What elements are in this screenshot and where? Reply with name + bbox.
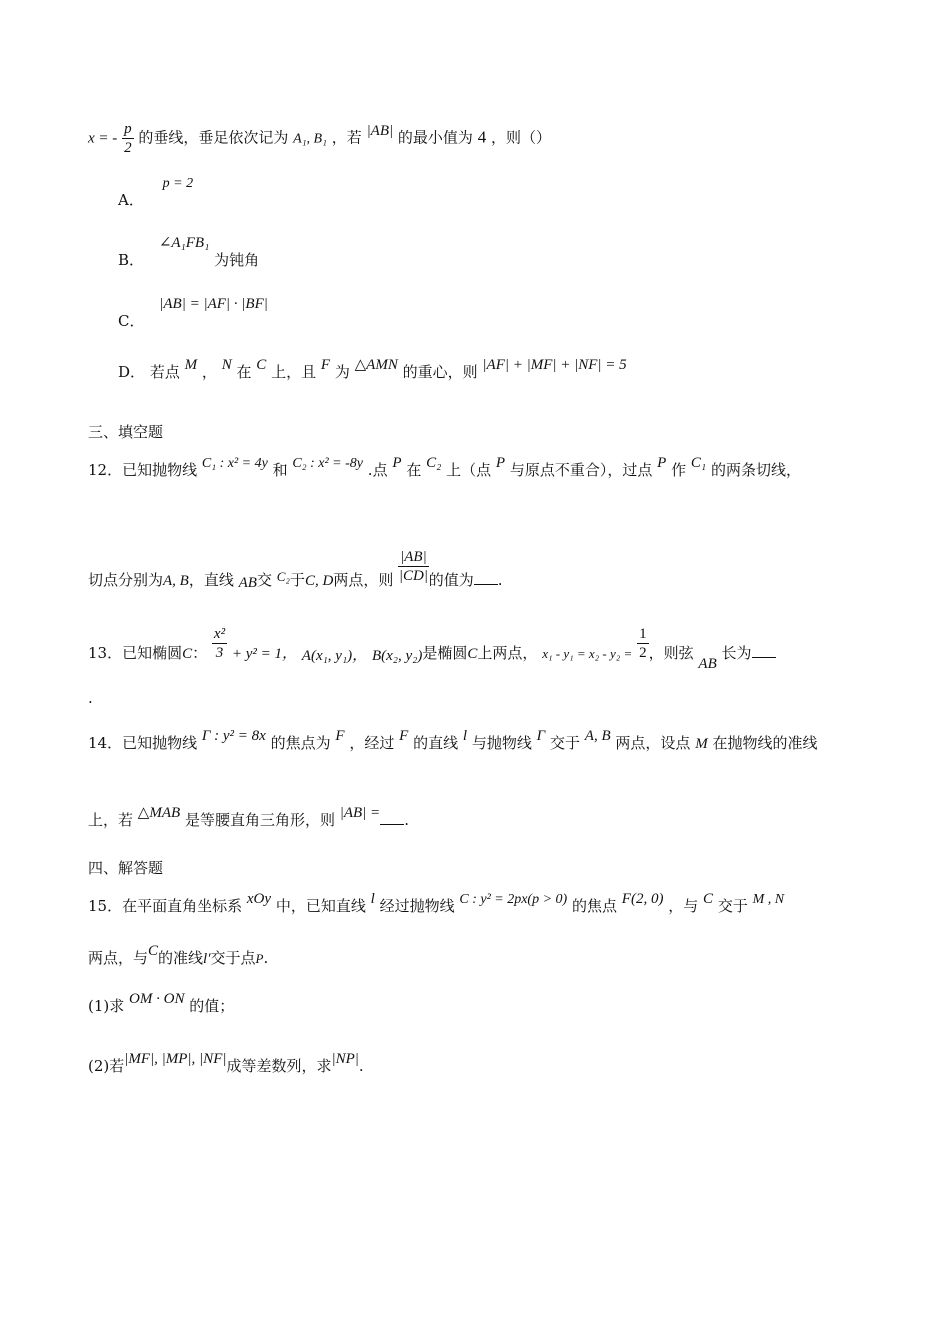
section-heading-answer: 四、解答题 bbox=[88, 859, 164, 877]
q15-f: F(2, 0) bbox=[621, 891, 664, 907]
q12-line2-b: ，直线 bbox=[188, 570, 234, 589]
q14-g: Γ bbox=[536, 728, 546, 744]
q12-line2-a: 切点分别为 bbox=[88, 570, 164, 589]
q13-num: 13．已知椭圆 bbox=[88, 643, 183, 662]
q12-line2-c: 两点，则 bbox=[333, 570, 394, 589]
q13-tail: ，则弦 bbox=[648, 643, 694, 662]
q14-t7: 在抛物线的准线 bbox=[712, 734, 818, 752]
q13-mid2: 上两点， bbox=[477, 643, 538, 662]
q12-answer-blank[interactable] bbox=[474, 568, 498, 585]
q14-f2: F bbox=[399, 728, 409, 744]
option-d bbox=[118, 357, 627, 383]
q13-point-b: B(x₂, y₂) bbox=[371, 647, 423, 664]
q12-line1 bbox=[88, 455, 801, 482]
option-d-f: F bbox=[320, 357, 331, 373]
option-d-c: C bbox=[256, 357, 267, 373]
q15-xoy: xOy bbox=[246, 891, 272, 907]
q12-cd: C, D bbox=[304, 572, 334, 589]
q11-text2: ，若 bbox=[331, 128, 362, 147]
q15-num: 15．在平面直角坐标系 bbox=[88, 897, 243, 915]
q14-t2: ，经过 bbox=[349, 734, 395, 752]
q15-c2: C bbox=[148, 943, 159, 959]
option-d-letter: D． bbox=[118, 363, 146, 381]
q15-p2a: (2)若 bbox=[88, 1057, 125, 1075]
q14-ab: A, B bbox=[584, 728, 611, 744]
q13-condition: x₁ - y₁ = x₂ - y₂ = bbox=[542, 645, 633, 661]
q15-p2-values: |MF|, |MP|, |NF| bbox=[124, 1051, 227, 1067]
q12-ab: A, B bbox=[163, 572, 189, 589]
q13-fraction: $\frac{\text{x²}}{3}$ bbox=[213, 626, 226, 661]
q14-triangle: △MAB bbox=[137, 805, 181, 821]
q15-line1 bbox=[88, 891, 785, 918]
q11-text1: 的垂线，垂足依次记为 bbox=[138, 128, 289, 147]
q13-half: $\frac{1}{2}$ bbox=[639, 626, 647, 661]
q15-eq: C : y² = 2px(p > 0) bbox=[459, 892, 568, 907]
q13-c2: C bbox=[467, 645, 478, 662]
q13-line1 bbox=[88, 625, 776, 672]
q11-min-val: 4 bbox=[477, 127, 487, 147]
q12-yu: 于 bbox=[289, 570, 305, 589]
option-b-letter: B． bbox=[118, 251, 145, 269]
q14-l: l bbox=[462, 728, 468, 744]
q15-c: C bbox=[703, 891, 714, 907]
q15-mn: M , N bbox=[752, 892, 785, 907]
q12-rest: 上（点 bbox=[446, 461, 492, 479]
option-d-at: 在 bbox=[236, 363, 252, 381]
q12-he: 和 bbox=[272, 461, 288, 479]
q15-line2 bbox=[88, 943, 269, 969]
option-d-triangle: △AMN bbox=[354, 357, 398, 373]
q12-ratio: $\frac{|AB|}{|CD|}$ bbox=[398, 549, 428, 584]
q14-f: F bbox=[335, 728, 345, 744]
q13-end: . bbox=[88, 689, 93, 707]
q12-dot: .点 bbox=[367, 461, 388, 479]
option-d-wei: 为 bbox=[334, 363, 350, 381]
option-c-content: |AB| = |AF| · |BF| bbox=[159, 296, 268, 312]
option-b bbox=[118, 235, 260, 269]
q14-line2 bbox=[88, 805, 409, 831]
q14-l2a: 上，若 bbox=[88, 811, 134, 829]
option-d-centroid: 的重心，则 bbox=[402, 363, 478, 381]
q13-tail2: 长为 bbox=[721, 643, 752, 662]
option-b-content: ∠A₁FB₁ bbox=[158, 235, 210, 251]
q15-p1b: 的值； bbox=[189, 997, 235, 1015]
option-d-m: M bbox=[184, 357, 198, 373]
q14-num: 14．已知抛物线 bbox=[88, 734, 198, 752]
q11-text4: ，则（） bbox=[491, 128, 552, 147]
q14-answer-blank[interactable] bbox=[380, 808, 404, 825]
q15-part1 bbox=[88, 991, 235, 1017]
q15-lp: l′ bbox=[203, 951, 211, 967]
q12-zuo: 作 bbox=[671, 461, 687, 479]
q11-formula-left: x = - bbox=[88, 130, 118, 147]
q11-text3: 的最小值为 bbox=[397, 128, 473, 147]
option-a-content: p = 2 bbox=[162, 176, 194, 191]
option-d-pre: 若点 bbox=[149, 363, 180, 381]
q11-points: A₁, B₁ bbox=[293, 131, 327, 147]
q14-gamma: Γ : y² = 8x bbox=[201, 728, 266, 744]
q12-p3: P bbox=[657, 455, 667, 471]
q14-m: M bbox=[695, 736, 708, 752]
q12-zai: 在 bbox=[406, 461, 422, 479]
q15-t1: 中，已知直线 bbox=[275, 897, 366, 915]
q12-line2 bbox=[88, 540, 503, 591]
q13-c: C bbox=[182, 645, 193, 662]
q15-l2c: 交于点 bbox=[210, 949, 256, 967]
q14-l2b: 是等腰直角三角形，则 bbox=[184, 811, 335, 829]
q13-ab: AB bbox=[698, 655, 717, 672]
q12-p: P bbox=[392, 455, 402, 471]
q14-t5: 交于 bbox=[550, 734, 581, 752]
q14-t1: 的焦点为 bbox=[270, 734, 331, 752]
q15-p2c: |NP| bbox=[331, 1051, 359, 1067]
q14-t4: 与抛物线 bbox=[471, 734, 532, 752]
option-c bbox=[118, 296, 268, 330]
option-a-letter: A． bbox=[118, 191, 144, 209]
q12-num: 12．已知抛物线 bbox=[88, 461, 198, 479]
option-d-shang: 上，且 bbox=[271, 363, 317, 381]
q14-t3: 的直线 bbox=[413, 734, 459, 752]
q12-c2b: C₂ bbox=[276, 568, 290, 584]
q12-end: . bbox=[497, 570, 503, 589]
q12-p2: P bbox=[495, 455, 506, 471]
q15-t2: 经过抛物线 bbox=[379, 897, 455, 915]
q12-rest3: 的两条切线， bbox=[710, 461, 801, 479]
q11-fraction: $\frac{p}{2}$ bbox=[124, 121, 132, 156]
q15-l2d: . bbox=[263, 949, 269, 967]
q14-end: . bbox=[404, 811, 409, 829]
section-heading-fill-in: 三、填空题 bbox=[88, 423, 164, 441]
q12-rest2: 与原点不重合），过点 bbox=[509, 461, 653, 479]
q11-tail-line bbox=[88, 120, 551, 157]
option-d-equation: |AF| + |MF| + |NF| = 5 bbox=[482, 357, 627, 373]
q12-c1-label: C₁ bbox=[690, 455, 707, 471]
q15-p2b: 成等差数列，求 bbox=[226, 1057, 332, 1075]
option-a bbox=[118, 176, 194, 209]
q15-t3: 的焦点 bbox=[571, 897, 617, 915]
option-b-tail: 为钝角 bbox=[214, 251, 260, 269]
q13-point-a: A(x₁, y₁)， bbox=[301, 647, 368, 664]
q12-jiao: 交 bbox=[256, 570, 272, 589]
q15-p1a: (1)求 bbox=[88, 997, 125, 1015]
q15-p1-vector: OM · ON bbox=[129, 991, 185, 1007]
q12-c2-label: C₂ bbox=[426, 455, 442, 471]
q11-ab-abs: |AB| bbox=[366, 122, 394, 139]
option-d-n: N bbox=[221, 357, 232, 373]
q15-l: l bbox=[370, 891, 375, 907]
q12-c1: C₁ : x² = 4y bbox=[201, 456, 268, 471]
q15-part2 bbox=[88, 1051, 364, 1077]
q13-colon: ： bbox=[192, 643, 208, 662]
q14-t6: 两点，设点 bbox=[615, 734, 691, 752]
q15-l2b: 的准线 bbox=[158, 949, 204, 967]
q15-t5: 交于 bbox=[717, 897, 748, 915]
q14-abs: |AB| = bbox=[339, 805, 381, 821]
q12-line2-d: 的值为 bbox=[428, 570, 474, 589]
q13-eq: + y² = 1， bbox=[231, 645, 297, 662]
q15-t4: ，与 bbox=[668, 897, 699, 915]
q15-p2d: . bbox=[358, 1057, 364, 1075]
option-d-comma: ， bbox=[201, 363, 217, 381]
q14-line1 bbox=[88, 728, 818, 754]
q12-ab-line: AB bbox=[238, 574, 257, 591]
q15-l2a: 两点，与 bbox=[88, 949, 149, 967]
q13-answer-blank[interactable] bbox=[752, 641, 776, 658]
option-c-letter: C． bbox=[118, 312, 145, 330]
q12-c2: C₂ : x² = -8y bbox=[292, 456, 364, 471]
q15-p: P bbox=[255, 951, 264, 966]
q13-mid: 是椭圆 bbox=[422, 643, 468, 662]
